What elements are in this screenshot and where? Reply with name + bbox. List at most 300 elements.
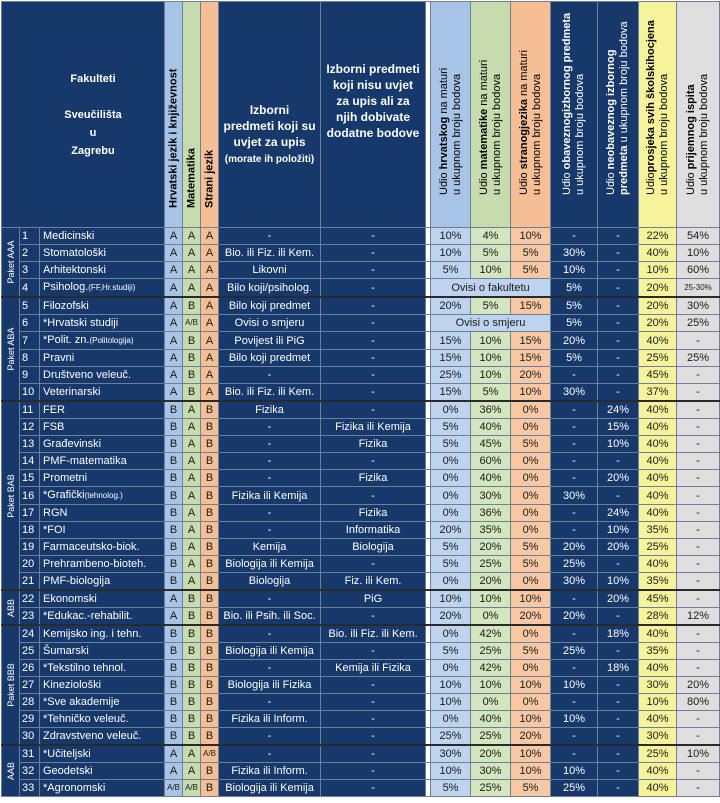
level-matematika: A bbox=[183, 763, 201, 780]
udio-strani-cell: 0% bbox=[511, 660, 551, 677]
level-strani: B bbox=[201, 522, 219, 539]
udio-matematika-cell: 10% bbox=[471, 262, 511, 279]
udio-prosjek-cell: 20% bbox=[639, 315, 677, 332]
udio-hrvatski-cell: 0% bbox=[431, 573, 471, 591]
udio-prijemni-cell: - bbox=[677, 728, 720, 746]
row-number: 14 bbox=[20, 453, 40, 470]
izborni-dodatni-cell: Informatika bbox=[321, 522, 426, 539]
udio-hrvatski-cell: 10% bbox=[431, 763, 471, 780]
level-matematika: B bbox=[183, 332, 201, 350]
table-row bbox=[2, 228, 720, 245]
udio-prijemni-cell: - bbox=[677, 763, 720, 780]
faculty-name bbox=[40, 279, 165, 298]
udio-prijemni-cell: - bbox=[677, 625, 720, 643]
udio-prijemni-cell: 12% bbox=[677, 608, 720, 626]
udio-matematika-cell: 0% bbox=[471, 694, 511, 711]
udio-matematika-cell: 20% bbox=[471, 745, 511, 763]
table-row bbox=[2, 556, 720, 573]
izborni-uvjet-cell: - bbox=[219, 436, 321, 453]
faculty-name-text: FER bbox=[43, 404, 65, 416]
level-matematika: A bbox=[183, 262, 201, 279]
faculty-name-note: (Politologija) bbox=[89, 336, 134, 345]
udio-neobavezni-cell: 20% bbox=[598, 470, 639, 487]
izborni-uvjet-cell: - bbox=[219, 367, 321, 384]
table-row bbox=[2, 522, 720, 539]
level-strani: B bbox=[201, 505, 219, 522]
udio-neobavezni-cell: - bbox=[598, 487, 639, 505]
level-matematika: A bbox=[183, 436, 201, 453]
header-izborni-uvjet-title: Izborni predmeti koji su uvjet za upis bbox=[223, 102, 316, 149]
izborni-dodatni-cell: - bbox=[321, 367, 426, 384]
level-strani: B bbox=[201, 660, 219, 677]
udio-neobavezni-cell: - bbox=[598, 228, 639, 245]
udio-neobavezni-cell: - bbox=[598, 763, 639, 780]
udio-prosjek-cell: 25% bbox=[639, 539, 677, 556]
udio-obavezni-cell: 30% bbox=[551, 384, 598, 402]
faculty-name bbox=[40, 539, 165, 556]
udio-matematika-cell: 10% bbox=[471, 332, 511, 350]
udio-strani-cell: 5% bbox=[511, 780, 551, 797]
row-number: 18 bbox=[20, 522, 40, 539]
row-number: 27 bbox=[20, 677, 40, 694]
izborni-dodatni-cell: - bbox=[321, 384, 426, 402]
level-hrvatski: A bbox=[165, 608, 183, 626]
row-number: 5 bbox=[20, 297, 40, 315]
level-hrvatski: A bbox=[165, 763, 183, 780]
udio-prijemni-cell: - bbox=[677, 419, 720, 436]
table-row bbox=[2, 505, 720, 522]
level-hrvatski: A bbox=[165, 350, 183, 367]
faculty-table-body bbox=[2, 228, 720, 797]
level-hrvatski: B bbox=[165, 487, 183, 505]
header-hrvatski: Hrvatski jezik i književnost bbox=[165, 2, 183, 228]
faculty-name bbox=[40, 470, 165, 487]
level-matematika: A bbox=[183, 419, 201, 436]
faculty-name bbox=[40, 297, 165, 315]
level-hrvatski: B bbox=[165, 660, 183, 677]
level-strani: B bbox=[201, 763, 219, 780]
level-strani: B bbox=[201, 590, 219, 608]
izborni-dodatni-cell: - bbox=[321, 677, 426, 694]
row-number: 26 bbox=[20, 660, 40, 677]
udio-obavezni-cell: 5% bbox=[551, 315, 598, 332]
level-hrvatski: A bbox=[165, 590, 183, 608]
table-row bbox=[2, 745, 720, 763]
udio-neobavezni-cell: 18% bbox=[598, 660, 639, 677]
faculty-name-text: *Grafički bbox=[43, 489, 85, 501]
faculties-header bbox=[2, 2, 165, 228]
level-matematika: B bbox=[183, 590, 201, 608]
udio-prijemni-cell: - bbox=[677, 522, 720, 539]
udio-neobavezni-cell: - bbox=[598, 643, 639, 660]
level-strani: A bbox=[201, 245, 219, 262]
faculty-name-text: FSB bbox=[43, 421, 65, 433]
faculty-name bbox=[40, 660, 165, 677]
faculty-name bbox=[40, 262, 165, 279]
izborni-uvjet-cell: Ovisi o smjeru bbox=[219, 315, 321, 332]
izborni-dodatni-cell: - bbox=[321, 401, 426, 419]
level-hrvatski: B bbox=[165, 711, 183, 728]
faculty-name-text: Prehrambeno-bioteh. bbox=[43, 558, 147, 570]
udio-neobavezni-cell: 20% bbox=[598, 590, 639, 608]
udio-matematika-cell: 4% bbox=[471, 228, 511, 245]
udio-neobavezni-cell: - bbox=[598, 677, 639, 694]
package-label-text: Paket ABA bbox=[5, 327, 16, 371]
level-hrvatski: A bbox=[165, 297, 183, 315]
udio-strani-cell: 20% bbox=[511, 367, 551, 384]
izborni-uvjet-cell: Bio. ili Fiz. ili Kem. bbox=[219, 245, 321, 262]
row-number: 10 bbox=[20, 384, 40, 402]
level-hrvatski: B bbox=[165, 505, 183, 522]
package-label-bab bbox=[2, 401, 20, 590]
table-row bbox=[2, 573, 720, 591]
level-hrvatski: B bbox=[165, 401, 183, 419]
faculty-name-text: RGN bbox=[43, 507, 68, 519]
udio-strani-cell: 15% bbox=[511, 350, 551, 367]
udio-strani-cell: 0% bbox=[511, 573, 551, 591]
row-number: 29 bbox=[20, 711, 40, 728]
udio-prosjek-cell: 20% bbox=[639, 297, 677, 315]
table-row bbox=[2, 315, 720, 332]
izborni-dodatni-cell: Biologija bbox=[321, 539, 426, 556]
faculty-name bbox=[40, 625, 165, 643]
level-hrvatski: A bbox=[165, 228, 183, 245]
faculty-name bbox=[40, 728, 165, 746]
table-row bbox=[2, 677, 720, 694]
udio-matematika-cell: 30% bbox=[471, 763, 511, 780]
udio-strani-cell: 10% bbox=[511, 677, 551, 694]
udio-hrvatski-cell: 0% bbox=[431, 505, 471, 522]
udio-prijemni-cell: - bbox=[677, 367, 720, 384]
faculty-name-text: Medicinski bbox=[43, 230, 95, 242]
level-hrvatski: B bbox=[165, 470, 183, 487]
udio-neobavezni-cell: - bbox=[598, 556, 639, 573]
udio-hrvatski-cell: 20% bbox=[431, 297, 471, 315]
udio-matematika-cell: 40% bbox=[471, 470, 511, 487]
level-strani: B bbox=[201, 780, 219, 797]
udio-prijemni-cell: - bbox=[677, 453, 720, 470]
udio-hrvatski-cell: 0% bbox=[431, 711, 471, 728]
row-number: 22 bbox=[20, 590, 40, 608]
izborni-uvjet-cell: - bbox=[219, 660, 321, 677]
udio-hrvatski-cell: 10% bbox=[431, 590, 471, 608]
faculty-name bbox=[40, 763, 165, 780]
level-hrvatski: A bbox=[165, 315, 183, 332]
izborni-uvjet-cell: - bbox=[219, 625, 321, 643]
udio-prijemni-cell: - bbox=[677, 332, 720, 350]
row-number: 19 bbox=[20, 539, 40, 556]
udio-matematika-cell: 36% bbox=[471, 401, 511, 419]
izborni-uvjet-cell: Fizika ili Inform. bbox=[219, 763, 321, 780]
row-number: 1 bbox=[20, 228, 40, 245]
table-row bbox=[2, 608, 720, 626]
table-row bbox=[2, 660, 720, 677]
udio-prijemni-cell: - bbox=[677, 505, 720, 522]
level-hrvatski: B bbox=[165, 453, 183, 470]
udio-matematika-cell: 25% bbox=[471, 780, 511, 797]
udio-prosjek-cell: 35% bbox=[639, 643, 677, 660]
faculty-name bbox=[40, 745, 165, 763]
udio-hrvatski-cell: 20% bbox=[431, 608, 471, 626]
izborni-dodatni-cell: - bbox=[321, 487, 426, 505]
level-strani: A bbox=[201, 350, 219, 367]
udio-prosjek-cell: 40% bbox=[639, 470, 677, 487]
udio-hrvatski-cell: 0% bbox=[431, 453, 471, 470]
udio-prijemni-cell: - bbox=[677, 384, 720, 402]
row-number: 13 bbox=[20, 436, 40, 453]
faculty-name-text: Filozofski bbox=[43, 300, 89, 312]
udio-strani-cell: 10% bbox=[511, 590, 551, 608]
izborni-uvjet-cell: Biologija ili Kemija bbox=[219, 556, 321, 573]
udio-hrvatski-cell: 15% bbox=[431, 384, 471, 402]
izborni-dodatni-cell: - bbox=[321, 245, 426, 262]
udio-obavezni-cell: - bbox=[551, 694, 598, 711]
izborni-uvjet-cell: - bbox=[219, 470, 321, 487]
udio-matematika-cell: 5% bbox=[471, 297, 511, 315]
udio-hrvatski-cell: 5% bbox=[431, 780, 471, 797]
izborni-dodatni-cell: Kemija ili Fizika bbox=[321, 660, 426, 677]
udio-obavezni-cell: - bbox=[551, 453, 598, 470]
izborni-uvjet-cell: - bbox=[219, 590, 321, 608]
udio-prosjek-cell: 40% bbox=[639, 505, 677, 522]
package-label-text: ABB bbox=[5, 598, 16, 617]
udio-obavezni-cell: 30% bbox=[551, 245, 598, 262]
udio-prijemni-cell: - bbox=[677, 556, 720, 573]
level-matematika: B bbox=[183, 350, 201, 367]
table-row bbox=[2, 350, 720, 367]
table-row bbox=[2, 470, 720, 487]
level-hrvatski: A bbox=[165, 384, 183, 402]
package-label-abb bbox=[2, 590, 20, 625]
faculty-name-text: Geodetski bbox=[43, 765, 93, 777]
faculty-name-text: Farmaceutsko-biok. bbox=[43, 541, 140, 553]
faculty-name bbox=[40, 487, 165, 505]
faculty-name-text: *FOI bbox=[43, 524, 66, 536]
faculty-name bbox=[40, 245, 165, 262]
udio-neobavezni-cell: 24% bbox=[598, 401, 639, 419]
udio-strani-cell: 0% bbox=[511, 487, 551, 505]
level-strani: A bbox=[201, 228, 219, 245]
level-strani: B bbox=[201, 470, 219, 487]
faculty-name-text: Građevinski bbox=[43, 438, 102, 450]
izborni-dodatni-cell: PiG bbox=[321, 590, 426, 608]
udio-hrvatski-cell: 10% bbox=[431, 694, 471, 711]
udio-obavezni-cell: 20% bbox=[551, 332, 598, 350]
udio-neobavezni-cell: - bbox=[598, 245, 639, 262]
faculty-name-text: *Hrvatski studiji bbox=[43, 317, 119, 329]
level-hrvatski: A/B bbox=[165, 780, 183, 797]
udio-prijemni-cell: - bbox=[677, 487, 720, 505]
faculty-name bbox=[40, 694, 165, 711]
row-number: 15 bbox=[20, 470, 40, 487]
udio-prosjek-cell: 10% bbox=[639, 694, 677, 711]
udio-hrvatski-cell: 5% bbox=[431, 556, 471, 573]
udio-prijemni-cell: 30% bbox=[677, 297, 720, 315]
level-matematika: A bbox=[183, 522, 201, 539]
udio-strani-cell: 5% bbox=[511, 643, 551, 660]
faculty-name bbox=[40, 350, 165, 367]
izborni-dodatni-cell: - bbox=[321, 745, 426, 763]
level-matematika: A/B bbox=[183, 315, 201, 332]
row-number: 17 bbox=[20, 505, 40, 522]
row-number: 25 bbox=[20, 643, 40, 660]
udio-prijemni-cell: 10% bbox=[677, 245, 720, 262]
udio-neobavezni-cell: - bbox=[598, 728, 639, 746]
izborni-uvjet-cell: Biologija ili Fizika bbox=[219, 677, 321, 694]
header-udio-matematika: Udio matematike na maturi u ukupnom broju bodova bbox=[471, 2, 511, 228]
level-strani: A bbox=[201, 332, 219, 350]
table-row bbox=[2, 763, 720, 780]
udio-prosjek-cell: 37% bbox=[639, 384, 677, 402]
row-number: 20 bbox=[20, 556, 40, 573]
udio-obavezni-cell: - bbox=[551, 470, 598, 487]
faculty-name-text: Pravni bbox=[43, 352, 75, 364]
udio-prosjek-cell: 25% bbox=[639, 745, 677, 763]
udio-strani-cell: 5% bbox=[511, 245, 551, 262]
udio-prijemni-cell: 25% bbox=[677, 315, 720, 332]
udio-obavezni-cell: - bbox=[551, 522, 598, 539]
table-row bbox=[2, 590, 720, 608]
level-matematika: B bbox=[183, 643, 201, 660]
izborni-dodatni-cell: - bbox=[321, 350, 426, 367]
izborni-dodatni-cell: - bbox=[321, 315, 426, 332]
udio-prijemni-cell: - bbox=[677, 573, 720, 591]
row-number: 28 bbox=[20, 694, 40, 711]
udio-obavezni-cell: 20% bbox=[551, 608, 598, 626]
header-udio-obavezni: Udio obaveznogizbornog predmeta u ukupnom broju bodova bbox=[551, 2, 598, 228]
udio-obavezni-cell: - bbox=[551, 505, 598, 522]
table-row bbox=[2, 539, 720, 556]
izborni-dodatni-cell: - bbox=[321, 608, 426, 626]
table-row bbox=[2, 694, 720, 711]
faculty-name bbox=[40, 556, 165, 573]
izborni-dodatni-cell: - bbox=[321, 556, 426, 573]
level-strani: B bbox=[201, 728, 219, 746]
udio-strani-cell: 10% bbox=[511, 228, 551, 245]
level-strani: A bbox=[201, 367, 219, 384]
izborni-dodatni-cell: - bbox=[321, 297, 426, 315]
udio-prijemni-cell: 60% bbox=[677, 262, 720, 279]
level-strani: B bbox=[201, 487, 219, 505]
udio-hrvatski-cell: 5% bbox=[431, 436, 471, 453]
faculty-name-text: Stomatološki bbox=[43, 247, 106, 259]
izborni-dodatni-cell: Fizika bbox=[321, 470, 426, 487]
level-strani: A bbox=[201, 384, 219, 402]
faculty-name-text: Ekonomski bbox=[43, 593, 97, 605]
header-matematika: Matematika bbox=[183, 2, 201, 228]
udio-strani-cell: 10% bbox=[511, 711, 551, 728]
level-matematika: B bbox=[183, 694, 201, 711]
header-fakulteti: Fakulteti bbox=[70, 72, 116, 85]
faculty-name-text: Psiholog. bbox=[43, 281, 89, 293]
udio-matematika-cell: 25% bbox=[471, 728, 511, 746]
level-matematika: A bbox=[183, 401, 201, 419]
udio-strani-cell: 10% bbox=[511, 763, 551, 780]
table-row bbox=[2, 643, 720, 660]
level-strani: A bbox=[201, 315, 219, 332]
udio-hrvatski-cell: 15% bbox=[431, 332, 471, 350]
table-row bbox=[2, 436, 720, 453]
udio-strani-cell: 5% bbox=[511, 262, 551, 279]
udio-matematika-cell: 45% bbox=[471, 436, 511, 453]
udio-hrvatski-cell: 0% bbox=[431, 625, 471, 643]
level-matematika: A bbox=[183, 453, 201, 470]
level-matematika: B bbox=[183, 297, 201, 315]
udio-prosjek-cell: 30% bbox=[639, 728, 677, 746]
package-label-text: Paket BAB bbox=[5, 473, 16, 518]
level-strani: B bbox=[201, 419, 219, 436]
level-matematika: A bbox=[183, 470, 201, 487]
udio-matematika-cell: 42% bbox=[471, 625, 511, 643]
row-number: 7 bbox=[20, 332, 40, 350]
faculty-name-text: Društveno veleuč. bbox=[43, 369, 132, 381]
udio-matematika-cell: 60% bbox=[471, 453, 511, 470]
udio-strani-cell: 20% bbox=[511, 728, 551, 746]
udio-hrvatski-cell: 0% bbox=[431, 401, 471, 419]
level-hrvatski: A bbox=[165, 367, 183, 384]
udio-hrvatski-cell: 5% bbox=[431, 419, 471, 436]
udio-prosjek-cell: 40% bbox=[639, 711, 677, 728]
level-strani: B bbox=[201, 453, 219, 470]
header-row bbox=[2, 2, 720, 228]
header-udio-prijemni: Udio prijemnog ispita u ukupnom broju bodova bbox=[677, 2, 720, 228]
row-number: 4 bbox=[20, 279, 40, 298]
level-matematika: B bbox=[183, 711, 201, 728]
level-matematika: B bbox=[183, 608, 201, 626]
package-label-aab bbox=[2, 745, 20, 797]
level-matematika: A bbox=[183, 245, 201, 262]
udio-prosjek-cell: 40% bbox=[639, 401, 677, 419]
faculty-name bbox=[40, 711, 165, 728]
level-matematika: A bbox=[183, 573, 201, 591]
izborni-dodatni-cell: - bbox=[321, 279, 426, 298]
udio-hrvatski-cell: 10% bbox=[431, 245, 471, 262]
udio-obavezni-cell: 5% bbox=[551, 279, 598, 298]
row-number: 30 bbox=[20, 728, 40, 746]
faculty-name bbox=[40, 608, 165, 626]
udio-neobavezni-cell: - bbox=[598, 332, 639, 350]
udio-obavezni-cell: - bbox=[551, 419, 598, 436]
table-row bbox=[2, 279, 720, 298]
udio-prosjek-cell: 40% bbox=[639, 625, 677, 643]
level-strani: B bbox=[201, 694, 219, 711]
udio-obavezni-cell: 25% bbox=[551, 643, 598, 660]
udio-obavezni-cell: - bbox=[551, 625, 598, 643]
udio-matematika-cell: 35% bbox=[471, 522, 511, 539]
faculty-name bbox=[40, 384, 165, 402]
udio-obavezni-cell: 25% bbox=[551, 556, 598, 573]
udio-obavezni-cell: 30% bbox=[551, 487, 598, 505]
level-hrvatski: A bbox=[165, 279, 183, 298]
package-label-text: AAB bbox=[5, 761, 16, 781]
faculty-name bbox=[40, 505, 165, 522]
udio-obavezni-cell: - bbox=[551, 228, 598, 245]
udio-neobavezni-cell: - bbox=[598, 711, 639, 728]
izborni-uvjet-cell: - bbox=[219, 694, 321, 711]
udio-prosjek-cell: 10% bbox=[639, 262, 677, 279]
udio-obavezni-cell: - bbox=[551, 436, 598, 453]
level-hrvatski: A bbox=[165, 745, 183, 763]
faculty-name-text: *Edukac.-rehabilit. bbox=[43, 610, 133, 622]
header-izborni-dodatni bbox=[321, 2, 426, 228]
faculty-name-text: Šumarski bbox=[43, 645, 89, 657]
udio-neobavezni-cell: - bbox=[598, 262, 639, 279]
udio-neobavezni-cell: - bbox=[598, 384, 639, 402]
package-label-aba bbox=[2, 297, 20, 401]
udio-obavezni-cell: - bbox=[551, 745, 598, 763]
faculty-name-text: *Sve akademije bbox=[43, 696, 120, 708]
izborni-uvjet-cell: Biologija bbox=[219, 573, 321, 591]
